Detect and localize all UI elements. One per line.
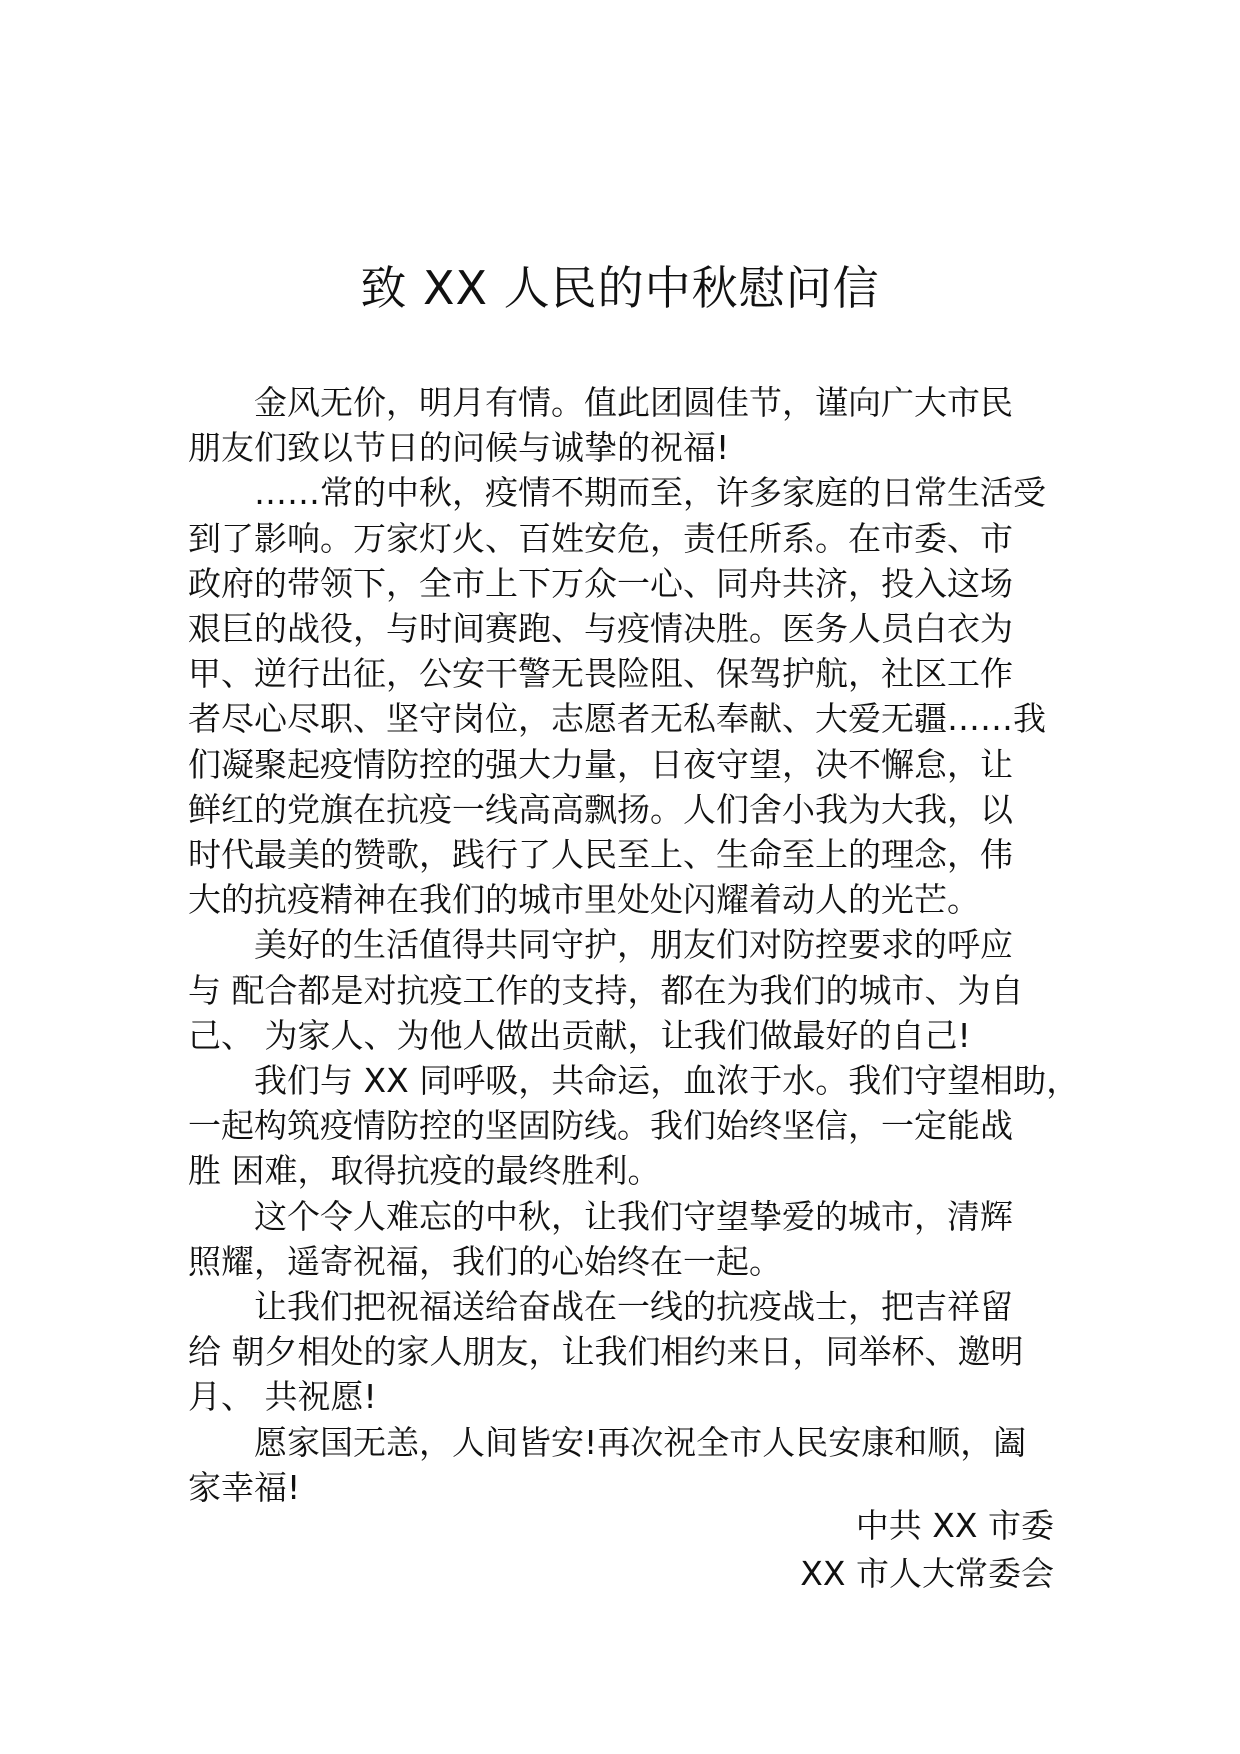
paragraph-blessing (188, 1284, 1058, 1420)
paragraph-closing (188, 1420, 1058, 1510)
paragraph-greeting (188, 380, 1058, 470)
letter-title: 致 XX 人民的中秋慰问信 (360, 261, 880, 315)
text-line: 朋友们致以节日的问候与诚挚的祝福! (188, 428, 730, 468)
text-line: 愿家国无恙，人间皆安!再次祝全市人民安康和顺，阖 (254, 1422, 1027, 1462)
signature-line: 中共 XX 市委 (855, 1506, 1054, 1545)
text-line: 月、 共祝愿! (188, 1377, 377, 1417)
text-line: 者尽心尽职、坚守岗位，志愿者无私奉献、大爱无疆……我 (188, 699, 1046, 739)
text-line: 到了影响。万家灯火、百姓安危，责任所系。在市委、市 (188, 518, 1013, 558)
text-line: 家幸福! (188, 1467, 301, 1507)
text-line: ……常的中秋，疫情不期而至，许多家庭的日常生活受 (254, 473, 1046, 513)
text-line: 美好的生活值得共同守护，朋友们对防控要求的呼应 (254, 925, 1013, 965)
paragraph-unity (188, 1058, 1080, 1194)
paragraph-support (188, 922, 1058, 1058)
text-line: 们凝聚起疫情防控的强大力量，日夜守望，决不懈怠，让 (188, 744, 1013, 784)
signature-block (800, 1502, 1054, 1598)
paragraph-epidemic (188, 470, 1058, 922)
paragraph-mid-autumn (188, 1194, 1058, 1284)
text-line: 一起构筑疫情防控的坚固防线。我们始终坚信，一定能战 (188, 1106, 1013, 1146)
text-line: 我们与 XX 同呼吸，共命运，血浓于水。我们守望相助， (254, 1061, 1080, 1101)
text-line: 与 配合都是对抗疫工作的支持，都在为我们的城市、为自 (188, 970, 1024, 1010)
text-line: 时代最美的赞歌，践行了人民至上、生命至上的理念，伟 (188, 835, 1013, 875)
text-line: 照耀，遥寄祝福，我们的心始终在一起。 (188, 1241, 782, 1281)
text-line: 给 朝夕相处的家人朋友，让我们相约来日，同举杯、邀明 (188, 1332, 1024, 1372)
signature-line: XX 市人大常委会 (800, 1554, 1054, 1593)
text-line: 艰巨的战役，与时间赛跑、与疫情决胜。医务人员白衣为 (188, 609, 1013, 649)
text-line: 己、 为家人、为他人做出贡献，让我们做最好的自己! (188, 1015, 971, 1055)
text-line: 政府的带领下，全市上下万众一心、同舟共济，投入这场 (188, 563, 1013, 603)
text-line: 金风无价，明月有情。值此团圆佳节，谨向广大市民 (254, 383, 1013, 422)
text-line: 大的抗疫精神在我们的城市里处处闪耀着动人的光芒。 (188, 880, 980, 920)
text-line: 让我们把祝福送给奋战在一线的抗疫战士，把吉祥留 (254, 1287, 1013, 1327)
text-line: 这个令人难忘的中秋，让我们守望挚爱的城市，清辉 (254, 1196, 1013, 1236)
text-line: 鲜红的党旗在抗疫一线高高飘扬。人们舍小我为大我，以 (188, 789, 1013, 829)
text-line: 甲、逆行出征，公安干警无畏险阻、保驾护航，社区工作 (188, 654, 1013, 694)
text-line: 胜 困难，取得抗疫的最终胜利。 (188, 1151, 661, 1191)
letter-body (188, 380, 1080, 1510)
